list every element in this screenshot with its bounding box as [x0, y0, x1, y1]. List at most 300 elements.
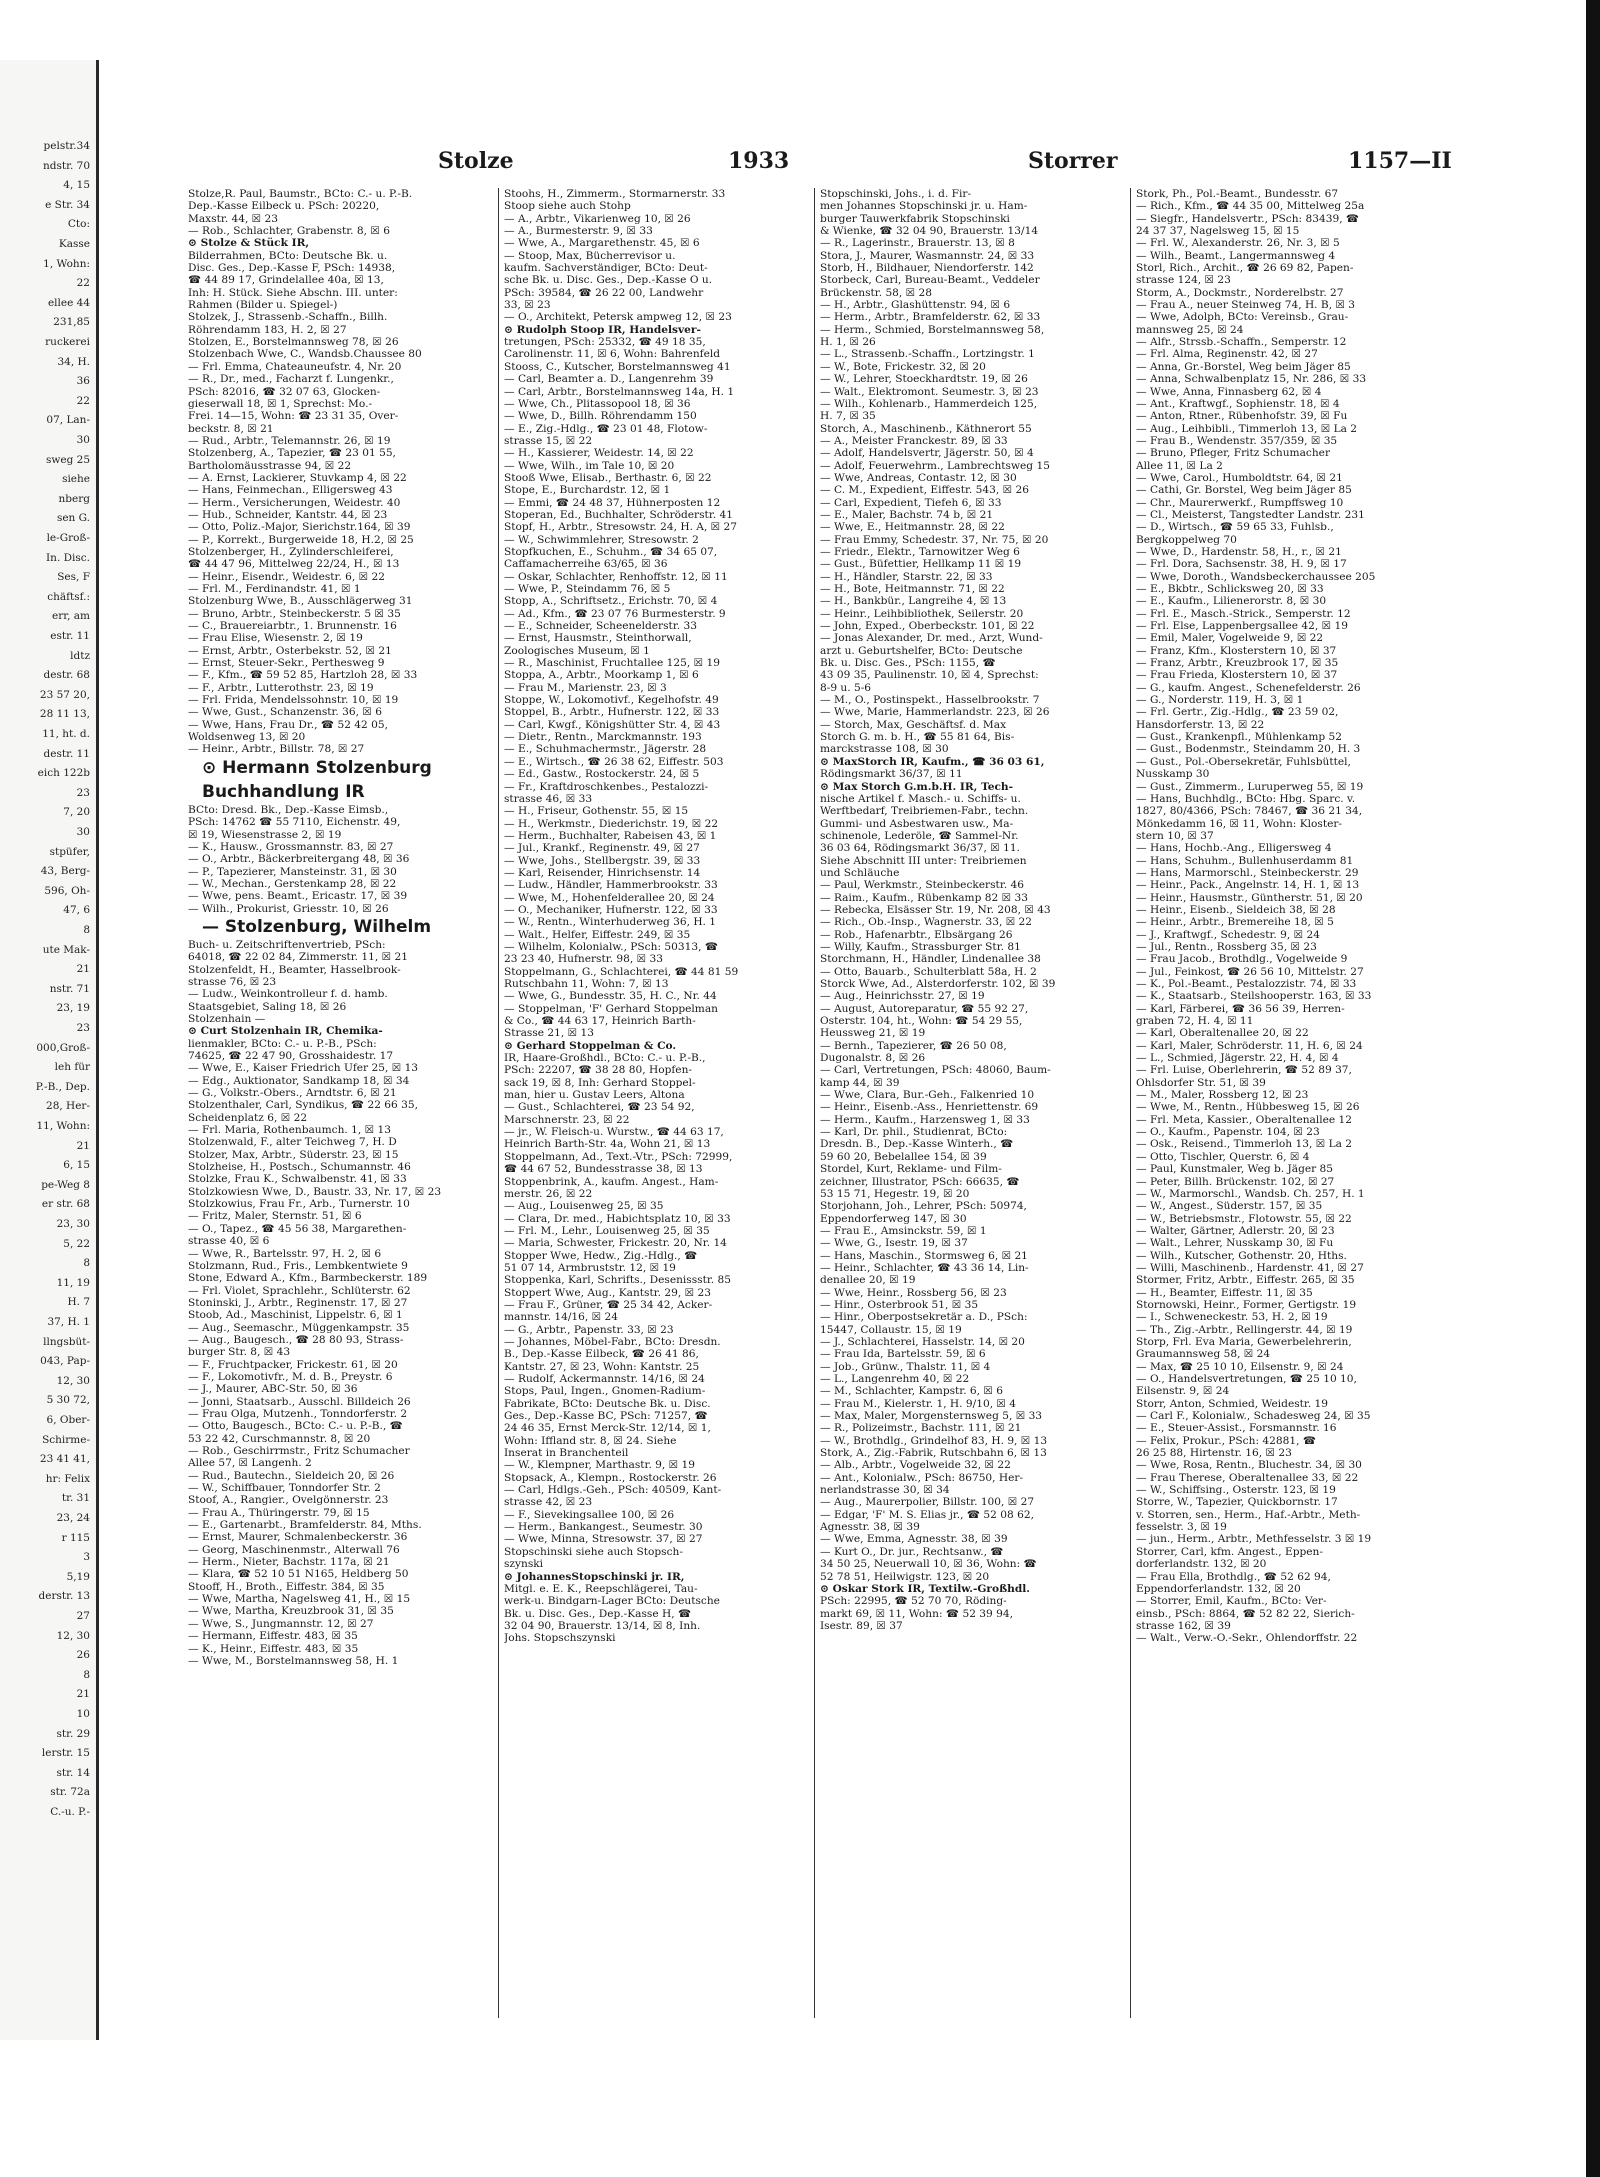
directory-entry: Disc. Ges., Dep.-Kasse F, PSch: 14938,	[188, 262, 396, 275]
previous-page-line: ellee 44	[47, 296, 90, 309]
directory-entry: — Hinr., Oberpostsekretär a. D., PSch:	[820, 1311, 1028, 1324]
directory-entry: — Wilh., Prokurist, Griesstr. 10, ☒ 26	[188, 902, 389, 915]
directory-entry: — Gust., Bodenmstr., Steindamm 20, H. 3	[1136, 743, 1361, 756]
directory-entry: — W., Bote, Frickestr. 32, ☒ 20	[820, 360, 986, 373]
directory-entry: — Job., Grünw., Thalstr. 11, ☒ 4	[820, 1360, 991, 1373]
directory-entry: strasse 124, ☒ 23	[1136, 274, 1231, 287]
directory-entry: — Peter, Billh. Brückenstr. 102, ☒ 27	[1136, 1175, 1335, 1188]
directory-entry: Röhrendamm 183, H. 2, ☒ 27	[188, 323, 347, 336]
previous-page-line: 6, Ober-	[46, 1414, 90, 1426]
previous-page-line: nstr. 71	[49, 982, 90, 995]
previous-page-line: 23, 19	[56, 1002, 90, 1015]
directory-entry: Maxstr. 44, ☒ 23	[188, 212, 279, 225]
previous-page-line: 27	[76, 1610, 90, 1622]
directory-entry: Storck Wwe, Ad., Alsterdorferstr. 102, ☒ 39	[820, 978, 1056, 990]
directory-entry: Stork, Ph., Pol.-Beamt., Bundesstr. 67	[1136, 188, 1339, 200]
directory-entry: — Wwe, Rosa, Rentn., Bluchestr. 34, ☒ 30	[1136, 1459, 1362, 1472]
directory-entry: PSch: 22207, ☎ 38 28 80, Hopfen-	[504, 1064, 692, 1077]
directory-entry: — Hermann, Eiffestr. 483, ☒ 35	[188, 1630, 358, 1643]
directory-entry: — Frau M., Marienstr. 23, ☒ 3	[504, 681, 667, 694]
directory-entry: — R., Dr., med., Facharzt f. Lungenkr.,	[188, 373, 394, 386]
directory-entry: — Ernst, Steuer-Sekr., Perthesweg 9	[188, 657, 385, 670]
directory-entry: Johs. Stopschszynski	[504, 1632, 616, 1645]
directory-entry: — Dietr., Rentn., Marckmannstr. 193	[504, 731, 702, 744]
previous-page-line: 5 30 72,	[46, 1394, 90, 1407]
directory-entry: strasse 46, ☒ 33	[504, 792, 593, 805]
directory-entry: — Karl, Färberei, ☎ 36 56 39, Herren-	[1136, 1002, 1345, 1015]
directory-entry: B., Dep.-Kasse Eilbeck, ☎ 26 41 86,	[504, 1348, 699, 1361]
directory-entry: tretungen, PSch: 25332, ☎ 49 18 35,	[504, 336, 706, 349]
directory-entry: Stordel, Kurt, Reklame- und Film-	[820, 1163, 1002, 1176]
directory-entry: — Raim., Kaufm., Rübenkamp 82 ☒ 33	[820, 891, 1028, 904]
directory-entry: Ohlsdorfer Str. 51, ☒ 39	[1136, 1076, 1266, 1089]
directory-entry: — E., Kaufm., Lilienerorstr. 8, ☒ 30	[1136, 595, 1327, 608]
directory-entry: & Co., ☎ 44 63 17, Heinrich Barth-	[504, 1015, 696, 1028]
previous-page-line: tr. 31	[61, 1492, 90, 1505]
directory-entry: Stolzenfeldt, H., Beamter, Hasselbrook-	[188, 963, 401, 976]
previous-page-line: pe-Weg 8	[41, 1178, 90, 1191]
directory-entry: 74625, ☎ 22 47 90, Grosshaidestr. 17	[188, 1050, 394, 1062]
directory-entry: Storrer, Carl, kfm. Angest., Eppen-	[1136, 1545, 1323, 1558]
directory-entry: 59 60 20, Bebelallee 154, ☒ 39	[820, 1150, 987, 1163]
directory-entry: einsb., PSch: 8864, ☎ 52 82 22, Sierich-	[1136, 1607, 1355, 1620]
header-page-number: 1157—II	[1348, 148, 1452, 174]
previous-page-line: 23, 24	[56, 1512, 90, 1524]
directory-entry: — Bernh., Tapezierer, ☎ 26 50 08,	[820, 1039, 1007, 1052]
directory-entry: — Jonni, Staatsarb., Ausschl. Billdeich 26	[188, 1395, 411, 1408]
directory-entry: — Frl. W., Alexanderstr. 26, Nr. 3, ☒ 5	[1136, 237, 1340, 250]
directory-entry: 1827, 80/4366, PSch: 78467, ☎ 36 21 34,	[1136, 805, 1363, 818]
directory-entry: Stopschinski siehe auch Stopsch-	[504, 1545, 683, 1558]
directory-entry: — E., Schuhmachermstr., Jägerstr. 28	[504, 743, 707, 756]
previous-page-line: err, am	[52, 610, 90, 623]
directory-entry: — Paul, Werkmstr., Steinbeckerstr. 46	[820, 879, 1024, 892]
previous-page-line: chäftsf.:	[47, 590, 90, 603]
previous-page-line: 231,85	[53, 316, 90, 329]
directory-entry: — Wwe, Hans, Frau Dr., ☎ 52 42 05,	[188, 718, 388, 731]
directory-entry: BCto: Dresd. Bk., Dep.-Kasse Eimsb.,	[188, 803, 389, 816]
previous-page-line: str. 72a	[50, 1786, 90, 1799]
previous-page-line: str. 29	[56, 1727, 90, 1740]
directory-entry: Hansdorferstr. 13, ☒ 22	[1136, 718, 1265, 731]
directory-entry: H. 7, ☒ 35	[820, 410, 876, 423]
previous-page-line: 6, 15	[63, 1159, 90, 1172]
directory-entry: — E., Gartenarbt., Bramfelderstr. 84, Mths.	[188, 1519, 422, 1532]
directory-entry: — J., Kraftwgf., Schedestr. 9, ☒ 24	[1136, 928, 1320, 941]
directory-entry: — C. M., Expedient, Eiffestr. 543, ☒ 26	[820, 484, 1029, 497]
directory-entry: lienmakler, BCto: C.- u. P.-B., PSch:	[188, 1037, 377, 1050]
previous-page-line: hr: Felix	[45, 1472, 90, 1485]
previous-page-line: In. Disc.	[46, 551, 90, 564]
previous-page-line: eich 122b	[37, 767, 90, 780]
directory-entry: — Kurt O., Dr. jur., Rechtsanw., ☎	[820, 1545, 1004, 1558]
directory-entry: 33, ☒ 23	[504, 299, 551, 312]
column-divider	[814, 188, 815, 2018]
directory-entry: Stoppa, A., Arbtr., Moorkamp 1, ☒ 6	[504, 669, 699, 682]
directory-entry: Stolzenberger, H., Zylinderschleiferei,	[188, 545, 394, 558]
directory-entry: — G., kaufm. Angest., Schenefelderstr. 26	[1136, 681, 1361, 694]
directory-entry: — R., Maschinist, Fruchtallee 125, ☒ 19	[504, 657, 720, 670]
directory-entry: strasse 42, ☒ 23	[504, 1496, 593, 1509]
directory-entry: — J., Schlachterei, Hasselstr. 14, ☒ 20	[820, 1335, 1025, 1348]
previous-page-line: 043, Pap-	[40, 1355, 90, 1368]
directory-entry: — A., Burmesterstr. 9, ☒ 33	[504, 225, 653, 238]
directory-entry: — Storch, Max, Geschäftsf. d. Max	[820, 718, 1007, 731]
directory-entry: — Herm., Schmied, Borstelmannsweg 58,	[820, 323, 1045, 336]
directory-entry: — I., Schweneckestr. 53, H. 2, ☒ 19	[1136, 1311, 1328, 1324]
directory-entry: — Wwe, R., Bartelsstr. 97, H. 2, ☒ 6	[188, 1247, 382, 1260]
previous-page-line: C.-u. P.-	[50, 1806, 90, 1818]
directory-entry: — Storrer, Emil, Kaufm., BCto: Ver-	[1136, 1595, 1327, 1608]
directory-entry: Eppendorferlandstr. 132, ☒ 20	[1136, 1582, 1301, 1595]
directory-entry: Marschnerstr. 23, ☒ 22	[504, 1113, 630, 1126]
directory-entry: nerlandstrasse 30, ☒ 34	[820, 1484, 950, 1497]
previous-page-line: 5,19	[66, 1570, 90, 1583]
directory-entry: — Hans, Schuhm., Bullenhuserdamm 81	[1136, 854, 1354, 867]
directory-entry: — Herm., Buchhalter, Rabeisen 43, ☒ 1	[504, 829, 717, 842]
directory-entry: Gummi- und Asbestwaren usw., Ma-	[820, 817, 1014, 830]
directory-entry: — Frau F., Grüner, ☎ 25 34 42, Acker-	[504, 1298, 713, 1311]
directory-entry: — Wwe, Martha, Kreuzbrook 31, ☒ 35	[188, 1605, 394, 1618]
directory-entry: Carolinenstr. 11, ☒ 6, Wohn: Bahrenfeld	[504, 348, 721, 361]
directory-entry: — Hans, Marmorschl., Steinbeckerstr. 29	[1136, 866, 1359, 879]
directory-entry: — Anton, Rtner., Rübenhofstr. 39, ☒ Fu	[1136, 410, 1348, 423]
directory-entry: Dep.-Kasse Eilbeck u. PSch: 20220,	[188, 200, 380, 213]
directory-entry: — W., Schiffbauer, Tonndorfer Str. 2	[188, 1482, 381, 1495]
directory-entry: — Osk., Reisend., Timmerloh 13, ☒ La 2	[1136, 1138, 1353, 1151]
directory-entry: — Carl, Vertretungen, PSch: 48060, Baum-	[820, 1064, 1051, 1077]
previous-page-line: leh für	[54, 1061, 90, 1074]
directory-entry: — Frl. Gertr., Zig.-Hdlg., ☎ 23 59 02,	[1136, 706, 1339, 719]
directory-entry: strasse 40, ☒ 6	[188, 1235, 270, 1248]
directory-entry: — C., Brauereiarbtr., 1. Brunnenstr. 16	[188, 620, 397, 633]
directory-entry: — John, Exped., Oberbeckstr. 101, ☒ 22	[820, 620, 1035, 633]
previous-page-line: 43, Berg-	[40, 865, 90, 878]
directory-entry: — Herm., Versicherungen, Weidestr. 40	[188, 496, 401, 509]
directory-entry: — Anna, Gr.-Borstel, Weg beim Jäger 85	[1136, 360, 1351, 373]
directory-entry: Strasse 21, ☒ 13	[504, 1027, 594, 1040]
previous-page-line: 4, 15	[63, 179, 90, 192]
directory-entry: — Ant., Kraftwgf., Sophienstr. 18, ☒ 4	[1136, 397, 1340, 410]
previous-page-line: ndstr. 70	[43, 159, 90, 172]
directory-entry: — Adolf, Feuerwehrm., Lambrechtsweg 15	[820, 459, 1050, 472]
firm-listing: ⊙ Rudolph Stoop IR, Handelsver-	[504, 323, 701, 336]
directory-entry: Rahmen (Bilder u. Spiegel-)	[188, 299, 338, 312]
directory-entry: — L., Schmied, Jägerstr. 22, H. 4, ☒ 4	[1136, 1052, 1339, 1065]
previous-page-line: 12, 30	[56, 1374, 90, 1387]
directory-entry: nische Artikel f. Masch.- u. Schiffs- u.	[820, 792, 1021, 805]
directory-entry: man, hier u. Gustav Leers, Altona	[504, 1089, 685, 1102]
directory-entry: — W., Marmorschl., Wandsb. Ch. 257, H. 1	[1136, 1187, 1365, 1200]
directory-entry: — Walt., Helfer, Eiffestr. 249, ☒ 35	[504, 928, 691, 941]
directory-entry: — Rud., Bautechn., Sieldeich 20, ☒ 26	[188, 1469, 395, 1482]
directory-entry: PSch: 14762 ☎ 55 7110, Eichenstr. 49,	[188, 816, 401, 829]
directory-entry: — Frau Emmy, Schedestr. 37, Nr. 75, ☒ 20	[820, 533, 1049, 546]
directory-entry: mannstr. 14/16, ☒ 24	[504, 1311, 618, 1324]
directory-entry: — Frl. M., Ferdinandstr. 41, ☒ 1	[188, 583, 361, 595]
directory-entry: — Herm., Kaufm., Harzensweg 1, ☒ 33	[820, 1113, 1030, 1126]
directory-entry: zeichner, Illustrator, PSch: 66635, ☎	[820, 1175, 1020, 1188]
directory-entry: — Edg., Auktionator, Sandkamp 18, ☒ 34	[188, 1074, 410, 1087]
directory-entry: ☎ 44 89 17, Grindelallee 40a, ☒ 13,	[188, 274, 384, 287]
directory-entry: und Schläuche	[820, 866, 900, 879]
directory-entry: Storre, W., Tapezier, Quickbornstr. 17	[1136, 1496, 1338, 1509]
directory-entry: — Wwe, Minna, Stresowstr. 37, ☒ 27	[504, 1533, 703, 1546]
directory-entry: Kantstr. 27, ☒ 23, Wohn: Kantstr. 25	[504, 1360, 700, 1373]
directory-entry: sche Bk. u. Disc. Ges., Dep.-Kasse O u.	[504, 274, 713, 287]
previous-page-line: 12, 30	[56, 1629, 90, 1642]
directory-entry: — Stoppelman, 'F' Gerhard Stoppelman	[504, 1002, 718, 1015]
directory-entry: Storjohann, Joh., Lehrer, PSch: 50974,	[820, 1200, 1027, 1213]
directory-entry: — A., Meister Franckestr. 89, ☒ 33	[820, 434, 1008, 447]
directory-entry: — A. Ernst, Lackierer, Stuvkamp 4, ☒ 22	[188, 471, 407, 484]
directory-entry: — G., Norderstr. 119, H. 3, ☒ 1	[1136, 694, 1304, 707]
directory-entry: Storr, Anton, Schmied, Weidestr. 19	[1136, 1397, 1329, 1410]
directory-entry: Heinrich Barth-Str. 4a, Wohn 21, ☒ 13	[504, 1138, 711, 1151]
directory-entry: kaufm. Sachverständiger, BCto: Deut-	[504, 262, 708, 275]
directory-entry: — Aug., Heinrichsstr. 27, ☒ 19	[820, 990, 985, 1003]
column-2	[504, 188, 808, 2018]
directory-entry: Stolzenbach Wwe, C., Wandsb.Chaussee 80	[188, 348, 422, 361]
directory-entry: — Walt., Verw.-O.-Sekr., Ohlendorffstr. 22	[1136, 1632, 1358, 1645]
directory-entry: — Frl. Dora, Sachsenstr. 38, H. 9, ☒ 17	[1136, 558, 1347, 571]
directory-entry: — Wwe, Johs., Stellbergstr. 39, ☒ 33	[504, 854, 701, 867]
directory-entry: — O., Kaufm., Papenstr. 104, ☒ 23	[1136, 1126, 1320, 1139]
previous-page-line: 37, H. 1	[47, 1316, 90, 1328]
directory-entry: — Heinr., Hausmstr., Güntherstr. 51, ☒ 20	[1136, 891, 1363, 904]
directory-entry: Stolzenhain —	[188, 1012, 266, 1025]
directory-entry: Allee 11, ☒ La 2	[1136, 459, 1223, 472]
firm-listing: ⊙ JohannesStopschinski jr. IR,	[504, 1570, 685, 1583]
directory-entry: 32 04 90, Brauerstr. 13/14, ☒ 8, Inh.	[504, 1619, 701, 1632]
directory-entry: — Rud., Arbtr., Telemannstr. 26, ☒ 19	[188, 434, 391, 447]
previous-page-line: pelstr.34	[43, 140, 90, 152]
directory-entry: Bk. u. Disc. Ges., PSch: 1155, ☎	[820, 657, 996, 670]
directory-entry: 34 50 25, Neuerwall 10, ☒ 36, Wohn: ☎	[820, 1558, 1037, 1571]
directory-entry: — Wwe, Wilh., im Tale 10, ☒ 20	[504, 459, 675, 472]
directory-entry: 8-9 u. 5-6	[820, 681, 872, 694]
directory-entry: — W., Lehrer, Stoeckhardtstr. 19, ☒ 26	[820, 373, 1028, 386]
directory-entry: Stoop siehe auch Stohp	[504, 200, 631, 213]
directory-entry: — Rob., Hafenarbtr., Elbsärgang 26	[820, 928, 1013, 941]
previous-page-line: 596, Oh-	[44, 884, 90, 897]
directory-entry: — Hinr., Osterbrook 51, ☒ 35	[820, 1298, 979, 1311]
firm-listing: ⊙ Hermann Stolzenburg	[202, 757, 432, 778]
directory-entry: dorferlandstr. 132, ☒ 20	[1136, 1558, 1267, 1571]
directory-entry: Ges., Dep.-Kasse BC, PSch: 71257, ☎	[504, 1410, 708, 1423]
directory-entry: Brückenstr. 58, ☒ 28	[820, 286, 933, 299]
directory-entry: — Frl. Meta, Kassier., Oberaltenallee 12	[1136, 1113, 1353, 1126]
directory-entry: — E., Steuer-Assist., Forsmannstr. 16	[1136, 1422, 1337, 1435]
directory-entry: ☎ 44 67 52, Bundesstrasse 38, ☒ 13	[504, 1163, 703, 1176]
directory-entry: Stope, E., Burchardstr. 12, ☒ 1	[504, 484, 671, 497]
directory-entry: — Wwe, D., Billh. Röhrendamm 150	[504, 410, 697, 423]
directory-entry: Rödingsmarkt 36/37, ☒ 11	[820, 768, 963, 781]
directory-entry: — Wwe, D., Hardenstr. 58, H., r., ☒ 21	[1136, 545, 1342, 558]
directory-page	[168, 140, 1468, 2030]
directory-entry: — H., Beamter, Eiffestr. 11, ☒ 35	[1136, 1286, 1313, 1299]
directory-entry: — Rebecka, Elsässer Str. 19, Nr. 208, ☒ 43	[820, 903, 1051, 916]
directory-entry: — Wwe, Doroth., Wandsbeckerchaussee 205	[1136, 570, 1376, 583]
directory-entry: — Wilh., Beamt., Langermannsweg 4	[1136, 249, 1336, 262]
directory-entry: — Ad., Kfm., ☎ 23 07 76 Burmesterstr. 9	[504, 607, 726, 620]
directory-entry: — W., Schwimmlehrer, Stresowstr. 2	[504, 533, 699, 546]
previous-page-line: 3	[83, 1551, 90, 1564]
directory-entry: szynski	[504, 1558, 544, 1571]
directory-entry: — Th., Zig.-Arbtr., Rellingerstr. 44, ☒ 19	[1136, 1323, 1353, 1336]
previous-page-edge	[0, 60, 99, 2040]
previous-page-line: e Str. 34	[45, 198, 90, 211]
directory-entry: kamp 44, ☒ 39	[820, 1076, 900, 1089]
header-last-name: Storrer	[1028, 148, 1118, 174]
directory-entry: PSch: 39584, ☎ 26 22 00, Landwehr	[504, 286, 704, 299]
directory-entry: Stolzer, Max, Arbtr., Süderstr. 23, ☒ 15	[188, 1148, 399, 1161]
firm-listing: ⊙ Stolze & Stück IR,	[188, 237, 310, 250]
directory-entry: — Felix, Prokur., PSch: 42881, ☎	[1136, 1434, 1317, 1447]
directory-entry: — Wwe, G., Bundesstr. 35, H. C., Nr. 44	[504, 990, 717, 1003]
directory-entry: burger Tauwerkfabrik Stopschinski	[820, 212, 1010, 225]
directory-entry: Stopf, H., Arbtr., Stresowstr. 24, H. A, ☒ 27	[504, 521, 738, 534]
directory-entry: 15447, Collaustr. 15, ☒ 19	[820, 1323, 962, 1336]
directory-entry: Stoppenbrink, A., kaufm. Angest., Ham-	[504, 1175, 719, 1188]
previous-page-line: str. 14	[56, 1766, 90, 1779]
directory-entry: Bergkoppelweg 70	[1136, 533, 1237, 546]
directory-entry: Storch, A., Maschinenb., Käthnerort 55	[820, 422, 1032, 435]
previous-page-line: sen G.	[56, 512, 90, 525]
directory-entry: — J., Maurer, ABC-Str. 50, ☒ 36	[188, 1383, 358, 1396]
directory-entry: Storch G. m. b. H., ☎ 55 81 64, Bis-	[820, 731, 1015, 744]
directory-entry: — Wwe, Ch., Plitassopool 18, ☒ 36	[504, 397, 691, 410]
previous-page-line: H. 7	[67, 1296, 90, 1309]
directory-entry: — Wwe, M., Hohenfelderallee 20, ☒ 24	[504, 891, 715, 904]
directory-entry: Bartholomäusstrasse 94, ☒ 22	[188, 459, 352, 472]
directory-entry: schinenole, Lederöle, ☎ Sammel-Nr.	[820, 829, 1019, 842]
directory-entry: — Wwe, E., Kaiser Friedrich Ufer 25, ☒ 13	[188, 1062, 419, 1075]
directory-entry: — Otto, Bauarb., Schulterblatt 58a, H. 2	[820, 965, 1037, 978]
previous-page-line: 11, Wohn:	[36, 1120, 90, 1132]
directory-entry: — Siegfr., Handelsvertr., PSch: 83439, ☎	[1136, 212, 1360, 225]
directory-entry: — E., Wirtsch., ☎ 26 38 62, Eiffestr. 503	[504, 755, 724, 768]
directory-entry: 53 22 42, Curschmannstr. 8, ☒ 20	[188, 1432, 371, 1445]
directory-entry: — Karl, Reisender, Hinrichsenstr. 14	[504, 866, 701, 879]
directory-entry: — Wwe, S., Jungmannstr. 12, ☒ 27	[188, 1617, 374, 1630]
directory-entry: — Carl, Beamter a. D., Langenrehm 39	[504, 373, 714, 386]
directory-entry: arzt u. Geburtshelfer, BCto: Deutsche	[820, 644, 1023, 657]
directory-entry: — Frl. E., Masch.-Strick., Semperstr. 12	[1136, 607, 1351, 620]
directory-entry: — Wwe, P., Steindamm 76, ☒ 5	[504, 583, 671, 595]
directory-entry: — O., Mechaniker, Hufnerstr. 122, ☒ 33	[504, 903, 718, 916]
directory-entry: — O., Tapez., ☎ 45 56 38, Margarethen-	[188, 1222, 407, 1235]
directory-entry: — Rob., Geschirrmstr., Fritz Schumacher	[188, 1445, 410, 1457]
directory-entry: — Aug., Seemaschr., Müggenkampstr. 35	[188, 1321, 410, 1334]
directory-entry: — Heinr., Eisenb.-Ass., Henriettenstr. 69	[820, 1101, 1039, 1114]
directory-entry: Stopper Wwe, Hedw., Zig.-Hdlg., ☎	[504, 1249, 698, 1262]
directory-entry: Bilderrahmen, BCto: Deutsche Bk. u.	[188, 249, 388, 262]
directory-entry: strasse 76, ☒ 23	[188, 975, 277, 988]
directory-entry: — Willi, Maschinenb., Hardenstr. 41, ☒ 27	[1136, 1261, 1364, 1274]
directory-entry: — Georg, Maschinenmstr., Alterwall 76	[188, 1543, 400, 1556]
previous-page-line: 000,Groß-	[36, 1041, 90, 1054]
previous-page-line: P.-B., Dep.	[35, 1080, 90, 1093]
directory-entry: — Rich., Kfm., ☎ 44 35 00, Mittelweg 25a	[1136, 200, 1365, 213]
directory-entry: — Heinr., Pack., Angelnstr. 14, H. 1, ☒ 13	[1136, 879, 1360, 892]
directory-entry: — Frau E., Amsinckstr. 59, ☒ 1	[820, 1224, 987, 1237]
directory-entry: — Jonas Alexander, Dr. med., Arzt, Wund-	[820, 632, 1043, 645]
directory-entry: Stopp, A., Schriftsetz., Erichstr. 70, ☒ 4	[504, 595, 718, 608]
directory-entry: — Ed., Gastw., Rostockerstr. 24, ☒ 5	[504, 768, 700, 781]
directory-entry: Dugonalstr. 8, ☒ 26	[820, 1052, 926, 1065]
previous-page-line: lerstr. 15	[41, 1747, 90, 1760]
previous-page-line: 8	[83, 1668, 90, 1681]
directory-entry: Stone, Edward A., Kfm., Barmbeckerstr. 189	[188, 1272, 428, 1285]
directory-entry: Woldsenweg 13, ☒ 20	[188, 731, 306, 744]
directory-entry: — Alb., Arbtr., Vogelweide 32, ☒ 22	[820, 1459, 1011, 1472]
directory-entry: — Herm., Bankangest., Seumestr. 30	[504, 1521, 703, 1534]
directory-entry: ☒ 19, Wiesenstrasse 2, ☒ 19	[188, 828, 342, 841]
directory-entry: — Cl., Meisterst, Tangstedter Landstr. 231	[1136, 508, 1365, 521]
directory-entry: — Frau B., Wendenstr. 357/359, ☒ 35	[1136, 434, 1338, 447]
previous-page-line: 11, ht. d.	[42, 728, 90, 740]
directory-entry: — Wwe, Andreas, Contastr. 12, ☒ 30	[820, 471, 1017, 484]
firm-listing: — Stolzenburg, Wilhelm	[202, 916, 432, 937]
directory-entry: Eppendorferweg 147, ☒ 30	[820, 1212, 967, 1225]
scan-border	[1586, 0, 1600, 2177]
directory-entry: — Frau M., Kielerstr. 1, H. 9/10, ☒ 4	[820, 1397, 1017, 1410]
directory-entry: IR, Haare-Großhdl., BCto: C.- u. P.-B.,	[504, 1052, 706, 1065]
directory-entry: Stolzkowius, Frau Fr., Arb., Turnerstr. 10	[188, 1198, 410, 1211]
directory-entry: — W., Mechan., Gerstenkamp 28, ☒ 22	[188, 877, 397, 890]
previous-page-line: 8	[83, 924, 90, 936]
previous-page-line: 26	[76, 1649, 90, 1662]
directory-entry: — jun., Herm., Arbtr., Methfesselstr. 3 ☒ 19	[1136, 1533, 1372, 1546]
directory-entry: — Wwe, Carol., Humboldtstr. 64, ☒ 21	[1136, 471, 1343, 484]
previous-page-line: 21	[76, 963, 90, 976]
directory-entry: — Wwe, Clara, Bur.-Geh., Falkenried 10	[820, 1089, 1035, 1102]
directory-entry: — Fritz, Maler, Sternstr. 51, ☒ 6	[188, 1210, 362, 1223]
directory-entry: Inh: H. Stück. Siehe Abschn. III. unter:	[188, 286, 398, 299]
directory-entry: Stormer, Fritz, Arbtr., Eiffestr. 265, ☒ 35	[1136, 1274, 1355, 1287]
directory-entry: — Ludw., Händler, Hammerbrookstr. 33	[504, 879, 718, 892]
column-divider	[498, 188, 499, 2018]
directory-entry: — Hub., Schneider, Kantstr. 44, ☒ 23	[188, 508, 388, 521]
directory-entry: — R., Polizeimstr., Bachstr. 111, ☒ 21	[820, 1422, 1022, 1435]
directory-entry: — M., O., Postinspekt., Hasselbrookstr. 7	[820, 694, 1040, 707]
directory-entry: — D., Wirtsch., ☎ 59 65 33, Fuhlsb.,	[1136, 521, 1334, 534]
directory-entry: — Aug., Louisenweg 25, ☒ 35	[504, 1200, 664, 1213]
directory-entry: marckstrasse 108, ☒ 30	[820, 743, 949, 756]
directory-entry: — Bruno, Pfleger, Fritz Schumacher	[1136, 447, 1331, 460]
directory-entry: — Hans, Buchhdlg., BCto: Hbg. Sparc. v.	[1136, 792, 1356, 805]
directory-entry: — Bruno, Arbtr., Steinbeckerstr. 5 ☒ 35	[188, 607, 401, 620]
directory-entry: — Heinr., Arbtr., Bremereihe 18, ☒ 5	[1136, 916, 1334, 929]
directory-entry: — Clara, Dr. med., Habichtsplatz 10, ☒ 33	[504, 1212, 731, 1225]
directory-entry: — E., Maler, Bachstr. 74 b, ☒ 21	[820, 508, 994, 521]
directory-entry: — Frl. Alma, Reginenstr. 42, ☒ 27	[1136, 348, 1318, 361]
directory-entry: — Frau Elise, Wiesenstr. 2, ☒ 19	[188, 632, 363, 645]
previous-page-line: 23 41 41,	[39, 1453, 90, 1466]
directory-entry: — Frl. Maria, Rothenbaumch. 1, ☒ 13	[188, 1124, 391, 1137]
directory-entry: — Walter, Gärtner, Adlerstr. 20, ☒ 23	[1136, 1224, 1335, 1237]
directory-entry: Stopsack, A., Klempn., Rostockerstr. 26	[504, 1471, 717, 1484]
directory-entry: — Carl, Hdlgs.-Geh., PSch: 40509, Kant-	[504, 1484, 722, 1497]
directory-entry: — Heinr., Eisenb., Sieldeich 38, ☒ 28	[1136, 903, 1336, 916]
previous-page-line: 5, 22	[63, 1237, 90, 1250]
directory-entry: — W., Betriebsmstr., Flotowstr. 55, ☒ 22	[1136, 1212, 1352, 1225]
previous-page-line: er str. 68	[41, 1198, 90, 1211]
directory-entry: — Karl, Dr. phil., Studienrat, BCto:	[820, 1126, 1008, 1139]
directory-entry: — Wwe, M., Rentn., Hübbesweg 15, ☒ 26	[1136, 1101, 1360, 1114]
previous-page-line: stpüfer,	[49, 845, 90, 858]
